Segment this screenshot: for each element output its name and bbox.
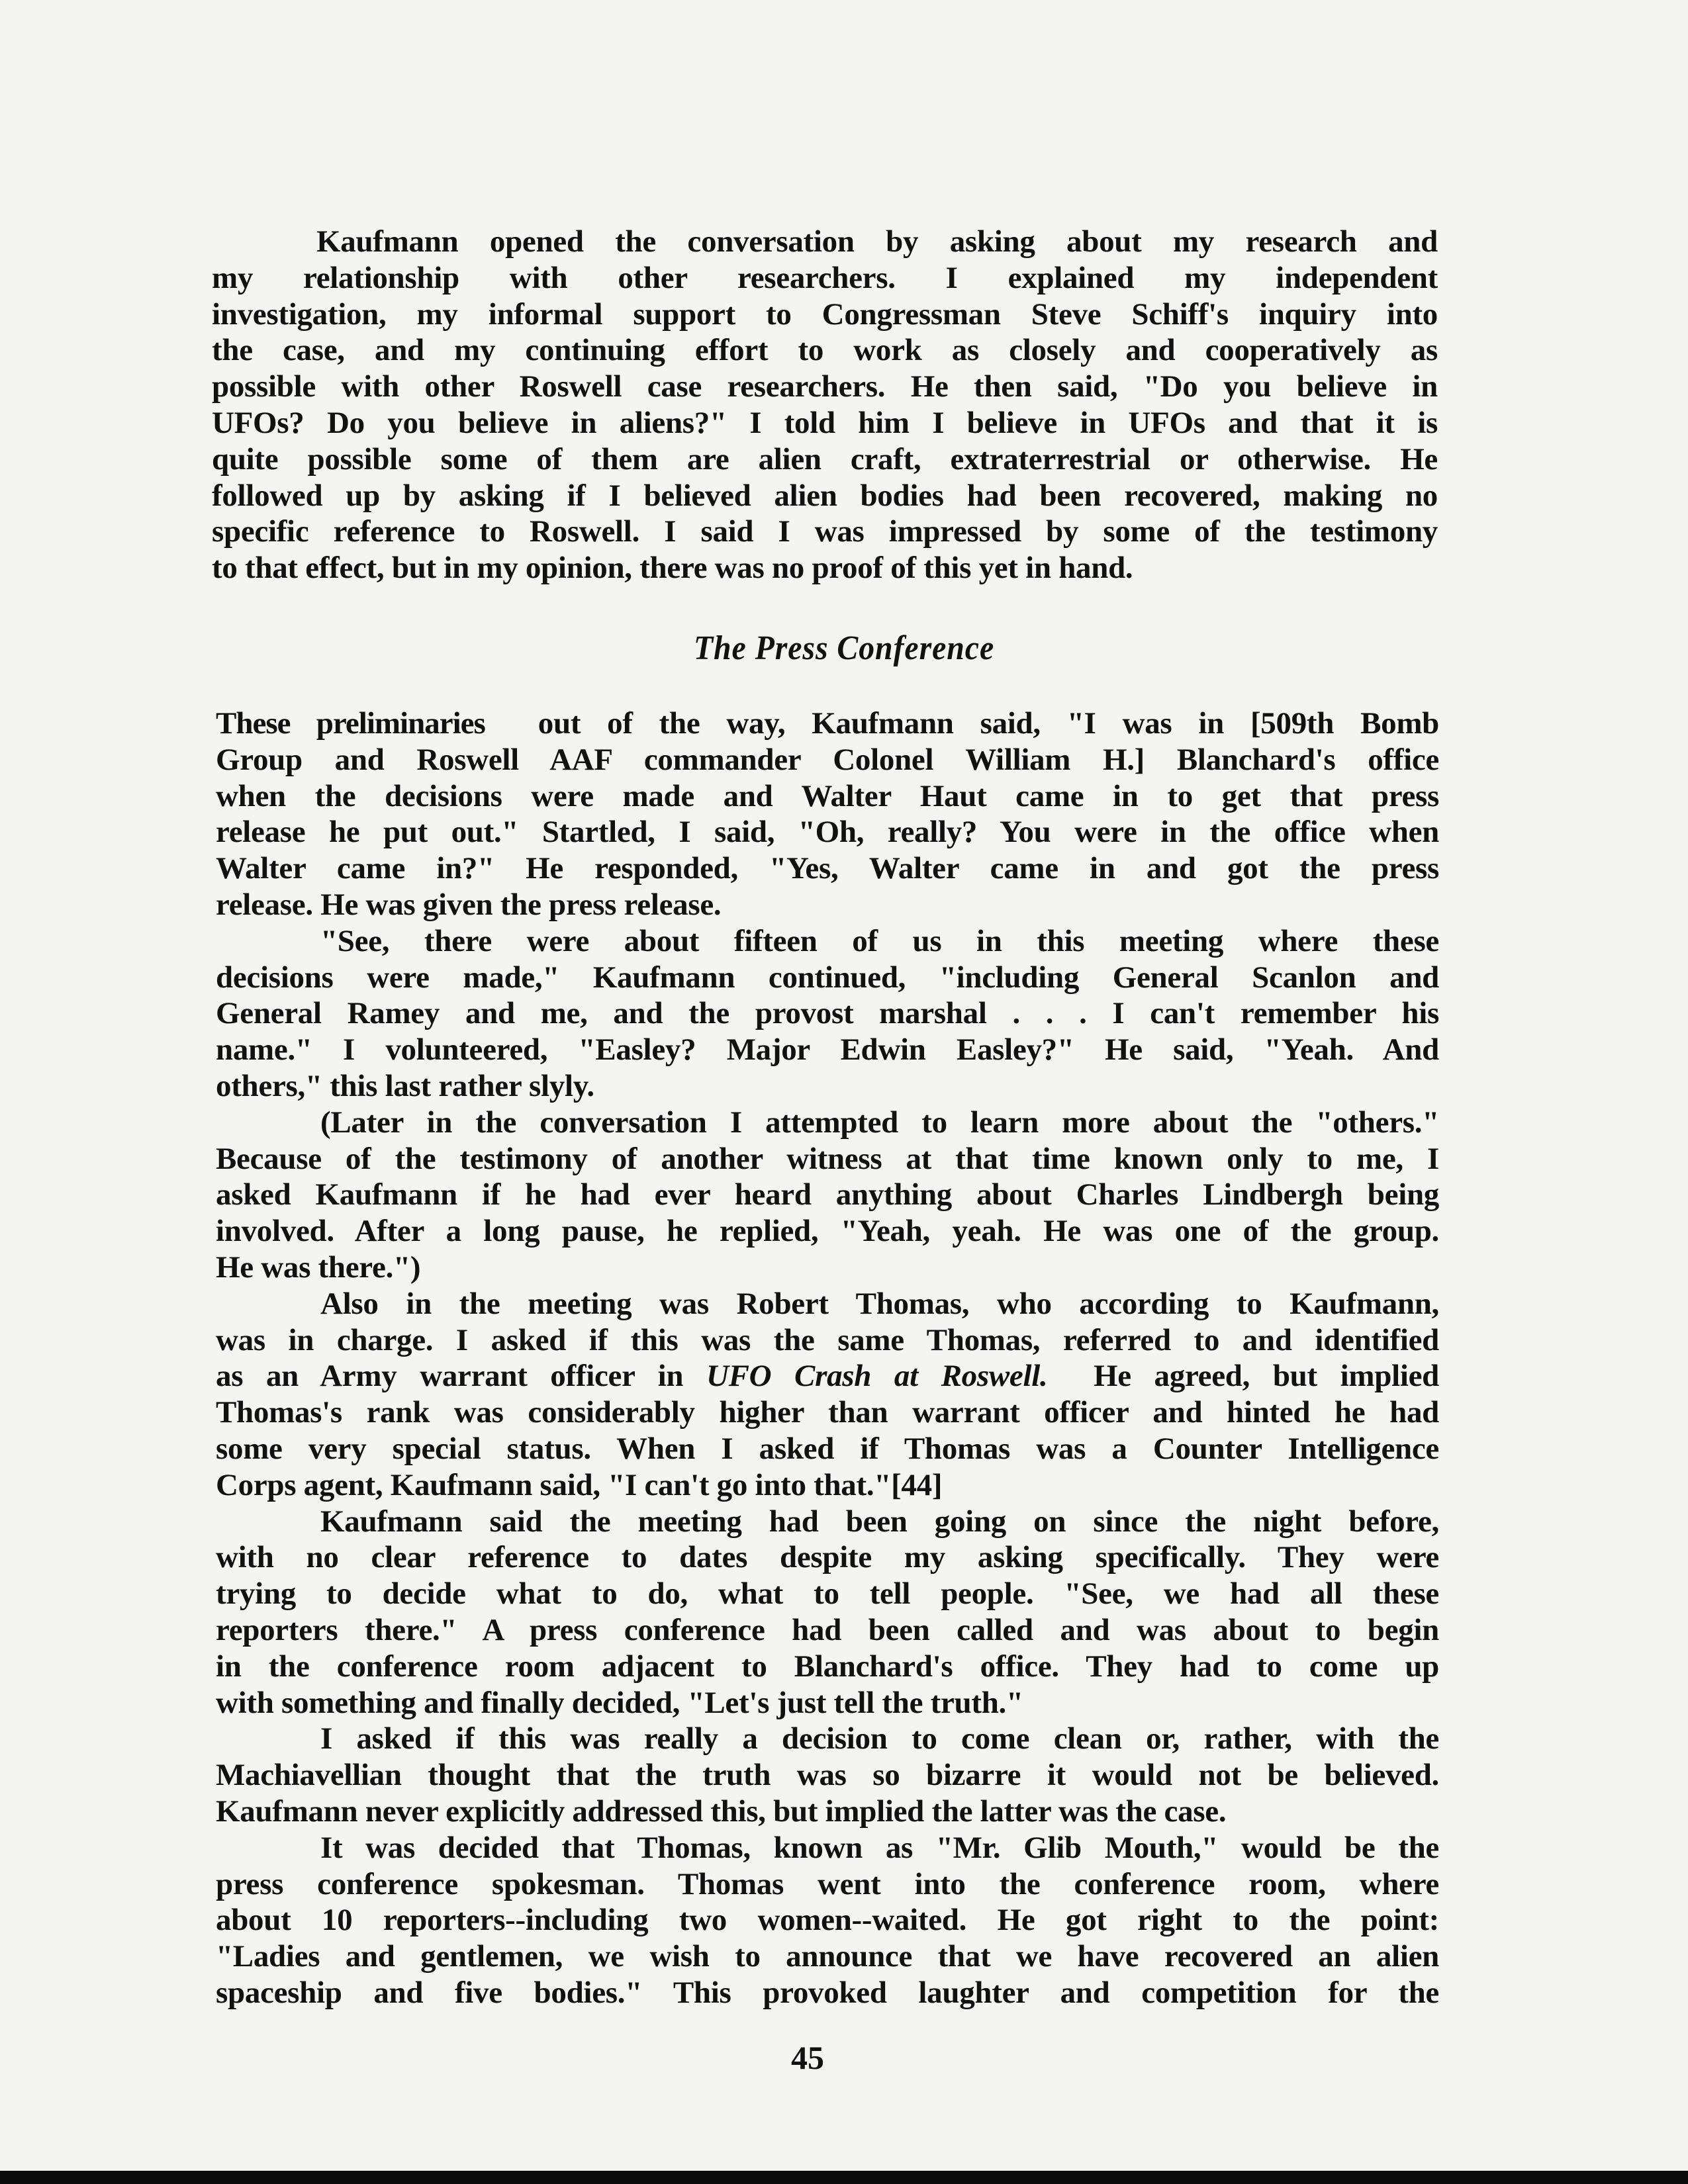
text-line: release. He was given the press release. (216, 887, 722, 922)
text-line: reporters there." A press conference had been called and was about to begin (216, 1612, 1439, 1647)
text-line: General Ramey and me, and the provost marshal . . . I can't remember his (216, 996, 1439, 1031)
page-number: 45 (791, 2039, 824, 2076)
section-heading: The Press Conference (693, 629, 995, 667)
text-line: others," this last rather slyly. (216, 1068, 594, 1103)
text-line: trying to decide what to do, what to tell people. "See, we had all these (216, 1576, 1439, 1612)
text-line: (Later in the conversation I attempted to learn more about the "others." (320, 1105, 1439, 1140)
text-line: release he put out." Startled, I said, "Oh, really? You were in the office when (216, 815, 1439, 850)
text-line: with no clear reference to dates despite my asking specifically. They were (216, 1540, 1439, 1575)
text-line: the case, and my continuing effort to work as closely and cooperatively as (212, 333, 1438, 368)
text-line: "Ladies and gentlemen, we wish to announce that we have recovered an alien (216, 1939, 1439, 1974)
text-line: when the decisions were made and Walter Haut came in to get that press (216, 778, 1439, 813)
text-segment: out of the way, Kaufmann said, "I was in [509th Bomb (485, 706, 1440, 741)
section-body (216, 705, 1439, 2011)
text-line: some very special status. When I asked if Thomas was a Counter Intelligence (216, 1431, 1439, 1466)
paragraph-intro (212, 224, 1438, 586)
text-line: Thomas's rank was considerably higher than warrant officer and hinted he had (216, 1395, 1439, 1430)
text-segment: He agreed, but implied (1047, 1359, 1439, 1394)
book-title: UFO Crash at Roswell. (706, 1359, 1048, 1394)
text-line: Group and Roswell AAF commander Colonel William H.] Blanchard's office (216, 742, 1439, 777)
text-segment: as an Army warrant officer in (216, 1359, 706, 1394)
text-line: spaceship and five bodies." This provoked laughter and competition for the (216, 1975, 1439, 2010)
text-line: I asked if this was really a decision to come clean or, rather, with the (320, 1721, 1439, 1756)
text-line: Kaufmann said the meeting had been going on since the night before, (320, 1504, 1439, 1539)
text-line: Walter came in?" He responded, "Yes, Walter came in and got the press (216, 851, 1439, 886)
text-line: to that effect, but in my opinion, there was no proof of this yet in hand. (212, 551, 1133, 586)
scan-edge-bar (0, 2171, 1688, 2184)
text-line: followed up by asking if I believed alien bodies had been recovered, making no (212, 478, 1438, 513)
text-line: with something and finally decided, "Let's just tell the truth." (216, 1685, 1023, 1720)
text-line: It was decided that Thomas, known as "Mr. Glib Mouth," would be the (320, 1830, 1439, 1865)
text-line: UFOs? Do you believe in aliens?" I told him I believe in UFOs and that it is (212, 405, 1438, 440)
text-line: name." I volunteered, "Easley? Major Edwin Easley?" He said, "Yeah. And (216, 1032, 1439, 1068)
text-line: was in charge. I asked if this was the same Thomas, referred to and identified (216, 1322, 1439, 1357)
text-line: decisions were made," Kaufmann continued, "including General Scanlon and (216, 960, 1439, 995)
text-line: about 10 reporters--including two women--waited. He got right to the point: (216, 1903, 1439, 1938)
text-line: Kaufmann never explicitly addressed this, but implied the latter was the case. (216, 1794, 1227, 1829)
text-line: Kaufmann opened the conversation by asking about my research and (316, 224, 1438, 259)
text-line: investigation, my informal support to Congressman Steve Schiff's inquiry into (212, 296, 1438, 332)
text-line: "See, there were about fifteen of us in this meeting where these (320, 923, 1439, 958)
text-line: possible with other Roswell case researchers. He then said, "Do you believe in (212, 369, 1438, 404)
text-line: my relationship with other researchers. I explained my independent (212, 260, 1438, 295)
text-line: involved. After a long pause, he replied, "Yeah, yeah. He was one of the group. (216, 1214, 1439, 1249)
text-line: He was there.") (216, 1250, 421, 1285)
lead-in-phrase: These preliminaries (216, 706, 485, 741)
text-line: asked Kaufmann if he had ever heard anything about Charles Lindbergh being (216, 1177, 1439, 1212)
text-line: Because of the testimony of another witness at that time known only to me, I (216, 1141, 1439, 1176)
text-line (216, 1358, 1439, 1394)
text-line: Corps agent, Kaufmann said, "I can't go into that."[44] (216, 1467, 943, 1502)
text-line: specific reference to Roswell. I said I was impressed by some of the testimony (212, 514, 1438, 549)
text-line (216, 705, 1439, 742)
text-line: Machiavellian thought that the truth was so bizarre it would not be believed. (216, 1758, 1439, 1793)
text-line: quite possible some of them are alien craft, extraterrestrial or otherwise. He (212, 441, 1438, 477)
text-line: press conference spokesman. Thomas went into the conference room, where (216, 1866, 1439, 1901)
text-line: in the conference room adjacent to Blanchard's office. They had to come up (216, 1649, 1439, 1684)
text-line: Also in the meeting was Robert Thomas, who according to Kaufmann, (320, 1286, 1439, 1321)
